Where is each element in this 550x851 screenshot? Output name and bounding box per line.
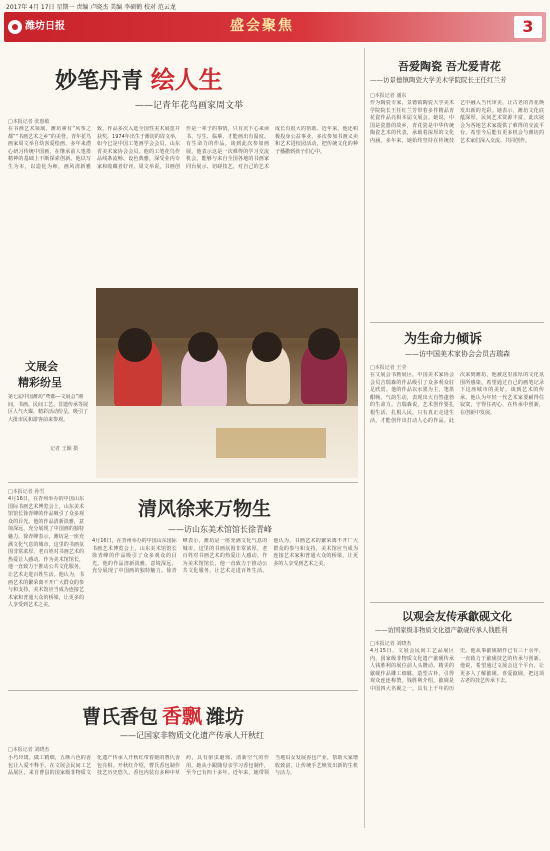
center-article-body: 4月16日，在青州举办的中国山东国际书画艺术博览会上，山东美术馆馆长徐青峰的作品吸引了众多观众的目光。他的作品清新淡雅，意境深远，充分展现了中国画的独特魅力。徐青峰表示，潍坊是一座充满文化气息的城市，这里的书画氛围非常浓厚，老百姓对书画艺术的热爱让人感动。作为美术馆馆长，他一直致力于推动公共文化服务，让艺术走进百姓生活。他认为，书画艺术的繁荣离不开广大群众的参与和支持，美术馆应当成为连接艺术家和普通大众的桥梁，让更多的人享受到艺术之美。 bbox=[92, 538, 358, 575]
right-top-byline: □本报记者 潘东 bbox=[370, 93, 407, 99]
section-rule bbox=[370, 322, 544, 323]
section-rule bbox=[8, 690, 358, 691]
right-bottom-byline: □本报记者 刘晓杰 bbox=[370, 641, 412, 647]
craft-pieces bbox=[216, 428, 326, 458]
right-top-body: 作为陶瓷专家，景德镇陶瓷大学美术学院院长王任红兰芳带着多件精品青花瓷作品亮相本届文展会。她说，中国是瓷器的故乡，青花瓷是中华传统陶瓷艺术的代表，承载着深厚的文化内涵。多年来，她始终坚持在传统技艺中融入当代审美，让古老的青花焕发出新的光彩。她表示，潍坊文化底蕴深厚，民间艺术资源丰富，此次展会为各地艺术家提供了难得的交流平台，希望今后能有更多机会与潍坊的艺术家们深入交流、共同创作。 bbox=[370, 100, 544, 144]
child-head bbox=[118, 328, 152, 362]
section-rule bbox=[8, 482, 358, 483]
main-article-byline: □本报记者 张惠敏 bbox=[8, 119, 50, 125]
center-article-subtitle: ——访山东美术馆馆长徐青峰 bbox=[168, 525, 272, 534]
column-divider bbox=[364, 48, 365, 828]
main-article-title bbox=[55, 60, 223, 95]
bottom-title-plain-2: 潍坊 bbox=[206, 706, 245, 728]
right-top-title: 吾爱陶瓷 吾尤爱青花 bbox=[398, 60, 501, 73]
right-bottom-title: 以观会友传承歙砚文化 bbox=[402, 610, 512, 623]
bottom-title-plain-1: 曹氏香包 bbox=[82, 706, 159, 728]
bottom-article-byline: □本报记者 刘晓杰 bbox=[8, 747, 50, 753]
bottom-article-body: 小巧玲珑、做工精细，五颜六色的香包让人爱不释手。在文展会民间工艺品展区，来自曹县的国家级非物质文化遗产传承人开秋红带着她的曹氏香包亮相。开秋红介绍，曹氏香包制作技艺历史悠久，香包内装有多种中草药，具有驱虫避邪、清新空气的作用。她从小跟随母亲学习香包制作，至今已有四十多年。近年来，她带领当地妇女发展香包产业，帮助大家增收致富，让传统手艺焕发出新的生机与活力。 bbox=[8, 755, 358, 777]
bottom-article-title bbox=[82, 700, 244, 729]
logo-icon bbox=[8, 20, 22, 34]
main-title-plain: 妙笔丹青 bbox=[55, 68, 144, 94]
main-article-subtitle: ——记青年花鸟画家周文举 bbox=[135, 101, 244, 111]
child-head bbox=[308, 328, 340, 360]
sidebar-title-2: 精彩纷呈 bbox=[18, 376, 62, 389]
logo-text: 潍坊日报 bbox=[25, 21, 65, 32]
right-top-subtitle: ——访景德镇陶瓷大学美术学院院长王任红兰芳 bbox=[370, 76, 507, 84]
child-head bbox=[188, 332, 218, 362]
main-title-accent: 绘人生 bbox=[150, 65, 223, 94]
section-title: 盛会聚焦 bbox=[230, 18, 294, 34]
center-article-title: 清风徐来万物生 bbox=[138, 498, 272, 520]
bottom-title-accent: 香飘 bbox=[162, 704, 203, 728]
center-article-byline: □本报记者 孙雪 bbox=[8, 489, 45, 495]
section-rule bbox=[370, 602, 544, 603]
right-mid-byline: □本报记者 王莹 bbox=[370, 365, 407, 371]
date-line: 2017年 4月 17日 星期一 责编 卢晓杰 美编 李硕鹤 校对 范云龙 bbox=[6, 4, 176, 11]
right-bottom-subtitle: ——访国家级非物质文化遗产歙砚传承人钱胜利 bbox=[375, 627, 508, 634]
right-mid-subtitle: ——访中国美术家协会会员吉瑞森 bbox=[405, 350, 510, 358]
sidebar-title-1: 文展会 bbox=[25, 360, 58, 373]
right-bottom-body: 4月15日，文展会民间工艺品展区内，国家级非物质文化遗产歙砚传承人钱胜利的展位前人头攒动。精美的歙砚作品雕工细腻、造型古朴，引得观众连连称赞。钱胜利介绍，歙砚是中国四大名砚之一，具有上千年的历史。他从事歙砚制作已有三十余年，一直致力于歙砚技艺的传承与创新。他说，希望通过文展会这个平台，让更多人了解歙砚、喜爱歙砚，把这项古老的技艺传承下去。 bbox=[370, 648, 544, 692]
main-article-body: 在书画艺术领域，潍坊素有“风筝之都”“书画艺术之乡”的美誉。青年花鸟画家周文举自幼喜爱绘画，多年来潜心研习传统中国画，在继承前人笔墨精神的基础上不断探索创新。他以写生为本，以造化为师，画风清新雅致，作品多次入选全国性美术展览并获奖。1974年出生于潍坊的周文举，如今已是中国工笔画学会会员、山东省美术家协会会员。他的工笔花鸟作品线条流畅、设色典雅，深受业内专家和收藏者好评。周文举说，书画创作是一辈子的事情，只有沉下心来读书、写生、临摹，才能画出有温度、有生命力的作品。谈到此次参加画展，他表示这是一次难得的学习交流机会，能够与来自全国各地的书画家同台展示、切磋技艺，对自己的艺术成长有很大的帮助。近年来，他还积极投身公益事业，多次参加书画义卖和艺术进校园活动，把传统文化的种子播撒到孩子们心中。 bbox=[8, 126, 358, 170]
child-head bbox=[252, 332, 282, 362]
event-photo bbox=[96, 288, 358, 478]
bottom-article-subtitle: ——记国家非物质文化遗产传承人开秋红 bbox=[120, 731, 264, 740]
newspaper-logo bbox=[8, 17, 68, 37]
page-number: 3 bbox=[514, 16, 542, 38]
center-article-body-lead: 4月16日，在青州举办的中国山东国际书画艺术博览会上，山东美术馆馆长徐青峰的作品吸引了众多观众的目光。他的作品清新淡雅，意境深远，充分展现了中国画的独特魅力。徐青峰表示，潍坊是一座充满文化气息的城市，这里的书画氛围非常浓厚，老百姓对书画艺术的热爱让人感动。作为美术馆馆长，他一直致力于推动公共文化服务，让艺术走进百姓生活。他认为，书画艺术的繁荣离不开广大群众的参与和支持，美术馆应当成为连接艺术家和普通大众的桥梁，让更多的人享受到艺术之美。 bbox=[8, 496, 84, 609]
sidebar-body: 第七届中国潍坊“鸢都—文展会”期间，书画、民间工艺、非遗传承等展区人气火爆，精彩活动纷呈，吸引了大批市民和游客前来参观。 bbox=[8, 394, 89, 423]
right-mid-title: 为生命力倾诉 bbox=[404, 332, 483, 347]
right-mid-body: 在文展会书画展区，中国美术家协会会员吉瑞森的作品吸引了众多观众驻足欣赏。他的作品以水墨为主，笔墨酣畅、气韵生动，表现出大自然蓬勃的生命力。吉瑞森说，艺术创作要扎根生活、扎根人民，只有真正走进生活，才能创作出打动人心的作品。此次来到潍坊，他被这里浓厚的文化氛围所感染，希望通过自己的画笔记录下这座城市的美好。谈到艺术的传承，他认为年轻一代艺术家要耐得住寂寞，守得住初心，在传承中创新，在创新中发展。 bbox=[370, 372, 544, 424]
photo-credit: 记者 王颖 摄 bbox=[50, 446, 79, 452]
